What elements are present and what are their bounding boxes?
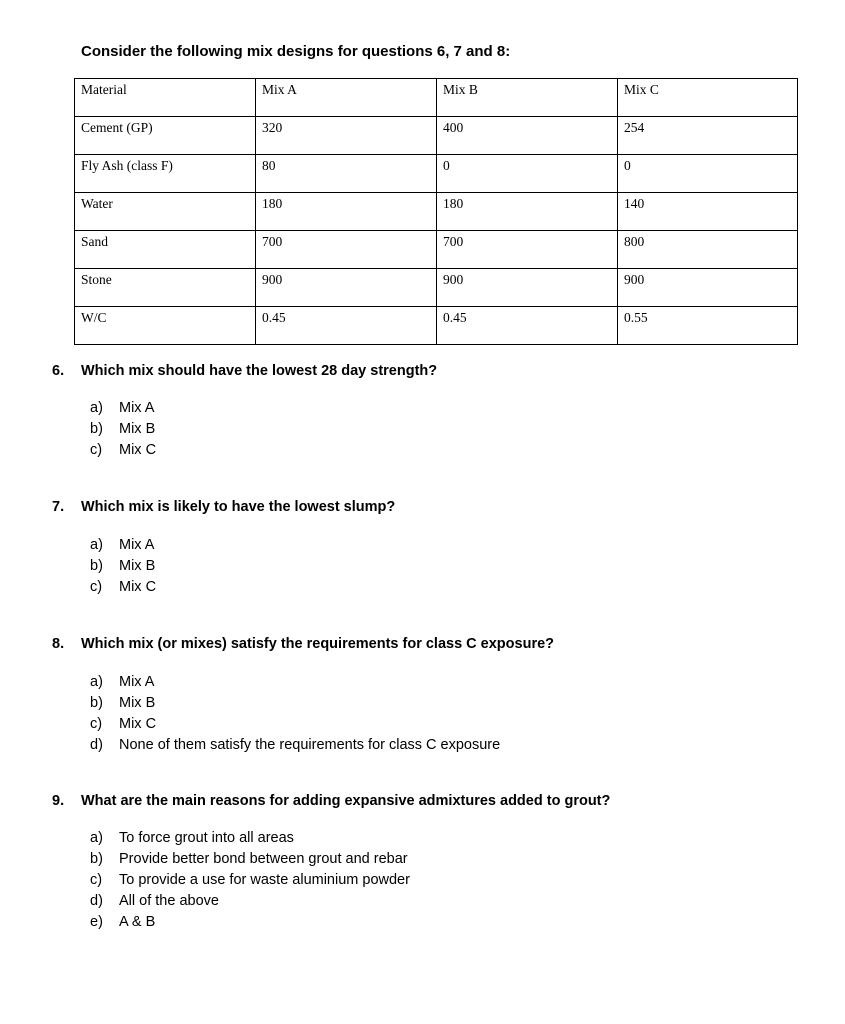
question-text: Which mix should have the lowest 28 day strength? — [81, 363, 438, 379]
question-8 — [52, 636, 554, 652]
table-cell: 180 — [256, 193, 437, 231]
header-cell: Mix A — [256, 79, 437, 117]
option-text: A & B — [119, 914, 156, 930]
option-item[interactable] — [90, 912, 410, 933]
option-letter: c) — [90, 872, 103, 888]
table-cell: 180 — [437, 193, 618, 231]
option-text: Mix A — [119, 674, 155, 690]
option-letter: b) — [90, 851, 103, 867]
option-item[interactable] — [90, 849, 410, 870]
question-8-options — [90, 672, 500, 756]
table-cell: W/C — [75, 307, 256, 345]
option-letter: e) — [90, 914, 103, 930]
table-cell: 254 — [618, 117, 798, 155]
option-item[interactable] — [90, 440, 156, 461]
table-cell: 80 — [256, 155, 437, 193]
option-text: Mix C — [119, 716, 157, 732]
table-row — [75, 155, 798, 193]
question-text: Which mix (or mixes) satisfy the requirements for class C exposure? — [81, 636, 555, 652]
table-row — [75, 307, 798, 345]
question-6-options — [90, 398, 156, 461]
option-letter: b) — [90, 695, 103, 711]
option-letter: d) — [90, 737, 103, 753]
option-letter: a) — [90, 537, 103, 553]
option-text: To provide a use for waste aluminium powder — [119, 872, 410, 888]
option-text: Mix C — [119, 579, 157, 595]
question-number: 9. — [52, 793, 65, 809]
question-9-options — [90, 828, 410, 933]
option-text: Mix B — [119, 558, 156, 574]
table-header-row — [75, 79, 798, 117]
option-text: Mix B — [119, 421, 156, 437]
table-cell: 400 — [437, 117, 618, 155]
question-7-options — [90, 535, 156, 598]
table-cell: Stone — [75, 269, 256, 307]
table-row — [75, 231, 798, 269]
table-cell: Fly Ash (class F) — [75, 155, 256, 193]
table-cell: 900 — [437, 269, 618, 307]
option-letter: b) — [90, 558, 103, 574]
table-cell: 0.45 — [256, 307, 437, 345]
option-letter: c) — [90, 579, 103, 595]
question-text: Which mix is likely to have the lowest slump? — [81, 499, 396, 515]
option-text: Mix B — [119, 695, 156, 711]
header-cell: Material — [75, 79, 256, 117]
option-letter: a) — [90, 830, 103, 846]
table-cell: 700 — [256, 231, 437, 269]
table-cell: 0 — [437, 155, 618, 193]
question-number: 8. — [52, 636, 65, 652]
question-number: 6. — [52, 363, 65, 379]
mix-design-table — [74, 78, 798, 345]
question-text: What are the main reasons for adding expansive admixtures added to grout? — [81, 793, 611, 809]
option-text: None of them satisfy the requirements for class C exposure — [119, 737, 501, 753]
table-cell: 800 — [618, 231, 798, 269]
intro-heading: Consider the following mix designs for questions 6, 7 and 8: — [81, 43, 511, 60]
table-row — [75, 269, 798, 307]
header-cell: Mix B — [437, 79, 618, 117]
question-number: 7. — [52, 499, 65, 515]
option-item[interactable] — [90, 735, 500, 756]
table-cell: 320 — [256, 117, 437, 155]
option-text: To force grout into all areas — [119, 830, 294, 846]
question-6 — [52, 363, 437, 379]
header-cell: Mix C — [618, 79, 798, 117]
option-item[interactable] — [90, 870, 410, 891]
option-item[interactable] — [90, 672, 500, 693]
option-item[interactable] — [90, 577, 156, 598]
question-9 — [52, 793, 610, 809]
table-cell: Water — [75, 193, 256, 231]
option-letter: d) — [90, 893, 103, 909]
option-letter: b) — [90, 421, 103, 437]
table-cell: 700 — [437, 231, 618, 269]
option-text: Mix C — [119, 442, 157, 458]
option-letter: a) — [90, 400, 103, 416]
option-item[interactable] — [90, 419, 156, 440]
option-item[interactable] — [90, 891, 410, 912]
table-cell: 900 — [618, 269, 798, 307]
table-cell: 140 — [618, 193, 798, 231]
option-text: Mix A — [119, 400, 155, 416]
table-cell: 0 — [618, 155, 798, 193]
option-text: Provide better bond between grout and rebar — [119, 851, 408, 867]
option-letter: c) — [90, 716, 103, 732]
option-item[interactable] — [90, 398, 156, 419]
option-item[interactable] — [90, 693, 500, 714]
option-letter: c) — [90, 442, 103, 458]
option-text: All of the above — [119, 893, 219, 909]
option-item[interactable] — [90, 535, 156, 556]
table-cell: 0.45 — [437, 307, 618, 345]
table-cell: Cement (GP) — [75, 117, 256, 155]
table-row — [75, 117, 798, 155]
table-cell: 900 — [256, 269, 437, 307]
option-letter: a) — [90, 674, 103, 690]
option-item[interactable] — [90, 828, 410, 849]
table-cell: Sand — [75, 231, 256, 269]
table-cell: 0.55 — [618, 307, 798, 345]
question-7 — [52, 499, 395, 515]
option-item[interactable] — [90, 556, 156, 577]
option-text: Mix A — [119, 537, 155, 553]
table-row — [75, 193, 798, 231]
option-item[interactable] — [90, 714, 500, 735]
